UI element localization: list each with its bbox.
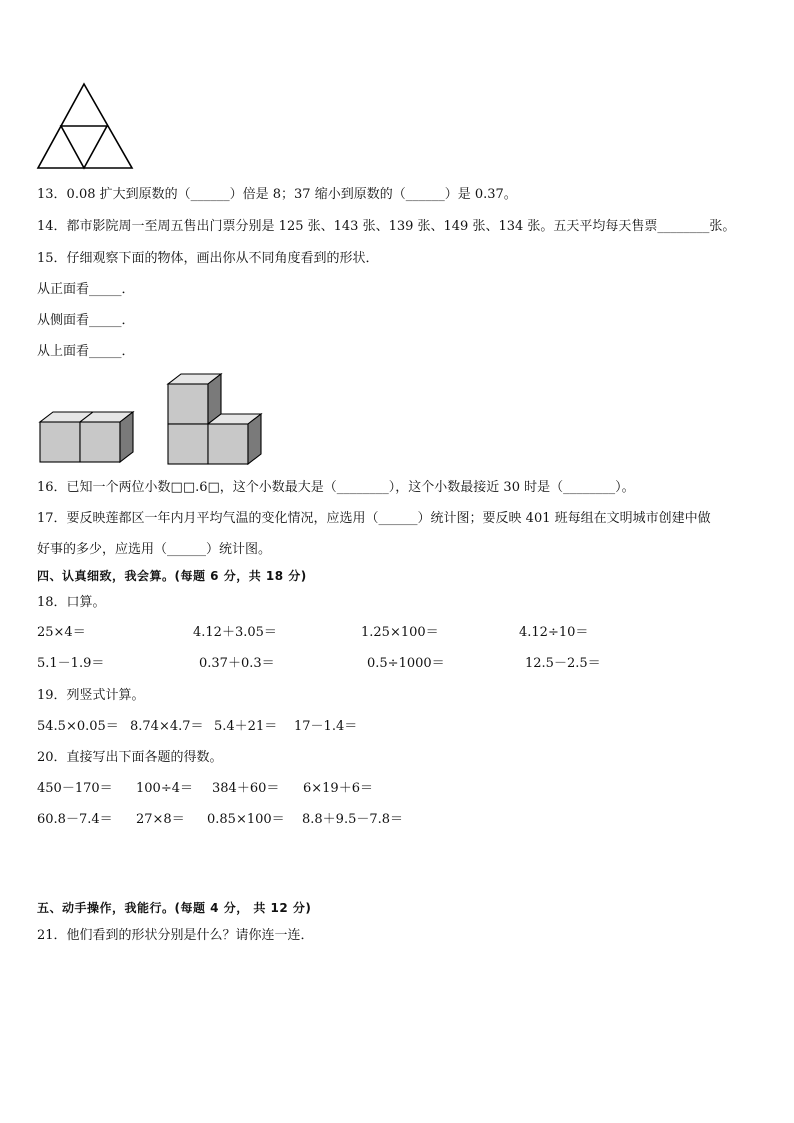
calc-item: 450－170＝ — [37, 781, 113, 796]
side-view-prompt: 从侧面看_____． — [37, 313, 135, 328]
question-20-title: 20．直接写出下面各题的得数。 — [37, 750, 223, 765]
question-15: 15．仔细观察下面的物体，画出你从不同角度看到的形状． — [37, 251, 379, 266]
calc-item: 5.4＋21＝ — [214, 719, 278, 734]
calc-item: 54.5×0.05＝ — [37, 719, 119, 734]
question-19-title: 19．列竖式计算。 — [37, 688, 145, 703]
triangle-figure — [36, 82, 136, 172]
calc-item: 4.12÷10＝ — [519, 625, 589, 640]
calc-item: 100÷4＝ — [136, 781, 193, 796]
question-21: 21．他们看到的形状分别是什么？请你连一连． — [37, 928, 314, 943]
calc-item: 6×19＋6＝ — [303, 781, 373, 796]
question-13: 13．0.08 扩大到原数的（______）倍是 8；37 缩小到原数的（______）是 0.37。 — [37, 187, 517, 202]
calc-item: 1.25×100＝ — [361, 625, 439, 640]
calc-item: 27×8＝ — [136, 812, 185, 827]
front-view-prompt: 从正面看_____． — [37, 282, 135, 297]
calc-item: 12.5－2.5＝ — [525, 656, 601, 671]
calc-item: 384＋60＝ — [212, 781, 280, 796]
calc-item: 0.37＋0.3＝ — [199, 656, 275, 671]
question-17-line1: 17．要反映莲都区一年内月平均气温的变化情况，应选用（______）统计图；要反映 401 班每组在文明城市创建中做 — [37, 511, 711, 526]
calc-item: 0.85×100＝ — [207, 812, 285, 827]
calc-item: 60.8－7.4＝ — [37, 812, 113, 827]
calc-item: 17－1.4＝ — [294, 719, 358, 734]
question-17-line2: 好事的多少，应选用（______）统计图。 — [37, 542, 272, 557]
question-16: 16．已知一个两位小数□□.6□，这个小数最大是（________），这个小数最接近 30 时是（________）。 — [37, 480, 635, 495]
cubes-figure-right — [168, 374, 278, 470]
question-18-title: 18．口算。 — [37, 595, 106, 610]
calc-item: 8.74×4.7＝ — [130, 719, 204, 734]
cubes-figure-left — [40, 412, 140, 468]
calc-item: 25×4＝ — [37, 625, 86, 640]
section-5-heading: 五、动手操作，我能行。(每题 4 分， 共 12 分) — [37, 901, 312, 915]
question-14: 14．都市影院周一至周五售出门票分别是 125 张、143 张、139 张、149 张、134 张。五天平均每天售票________张。 — [37, 219, 736, 234]
calc-item: 5.1－1.9＝ — [37, 656, 105, 671]
calc-item: 8.8＋9.5－7.8＝ — [302, 812, 404, 827]
calc-item: 4.12＋3.05＝ — [193, 625, 277, 640]
inner-triangle — [61, 126, 107, 168]
section-4-heading: 四、认真细致，我会算。(每题 6 分，共 18 分) — [37, 569, 307, 583]
top-view-prompt: 从上面看_____． — [37, 344, 135, 359]
calc-item: 0.5÷1000＝ — [367, 656, 445, 671]
